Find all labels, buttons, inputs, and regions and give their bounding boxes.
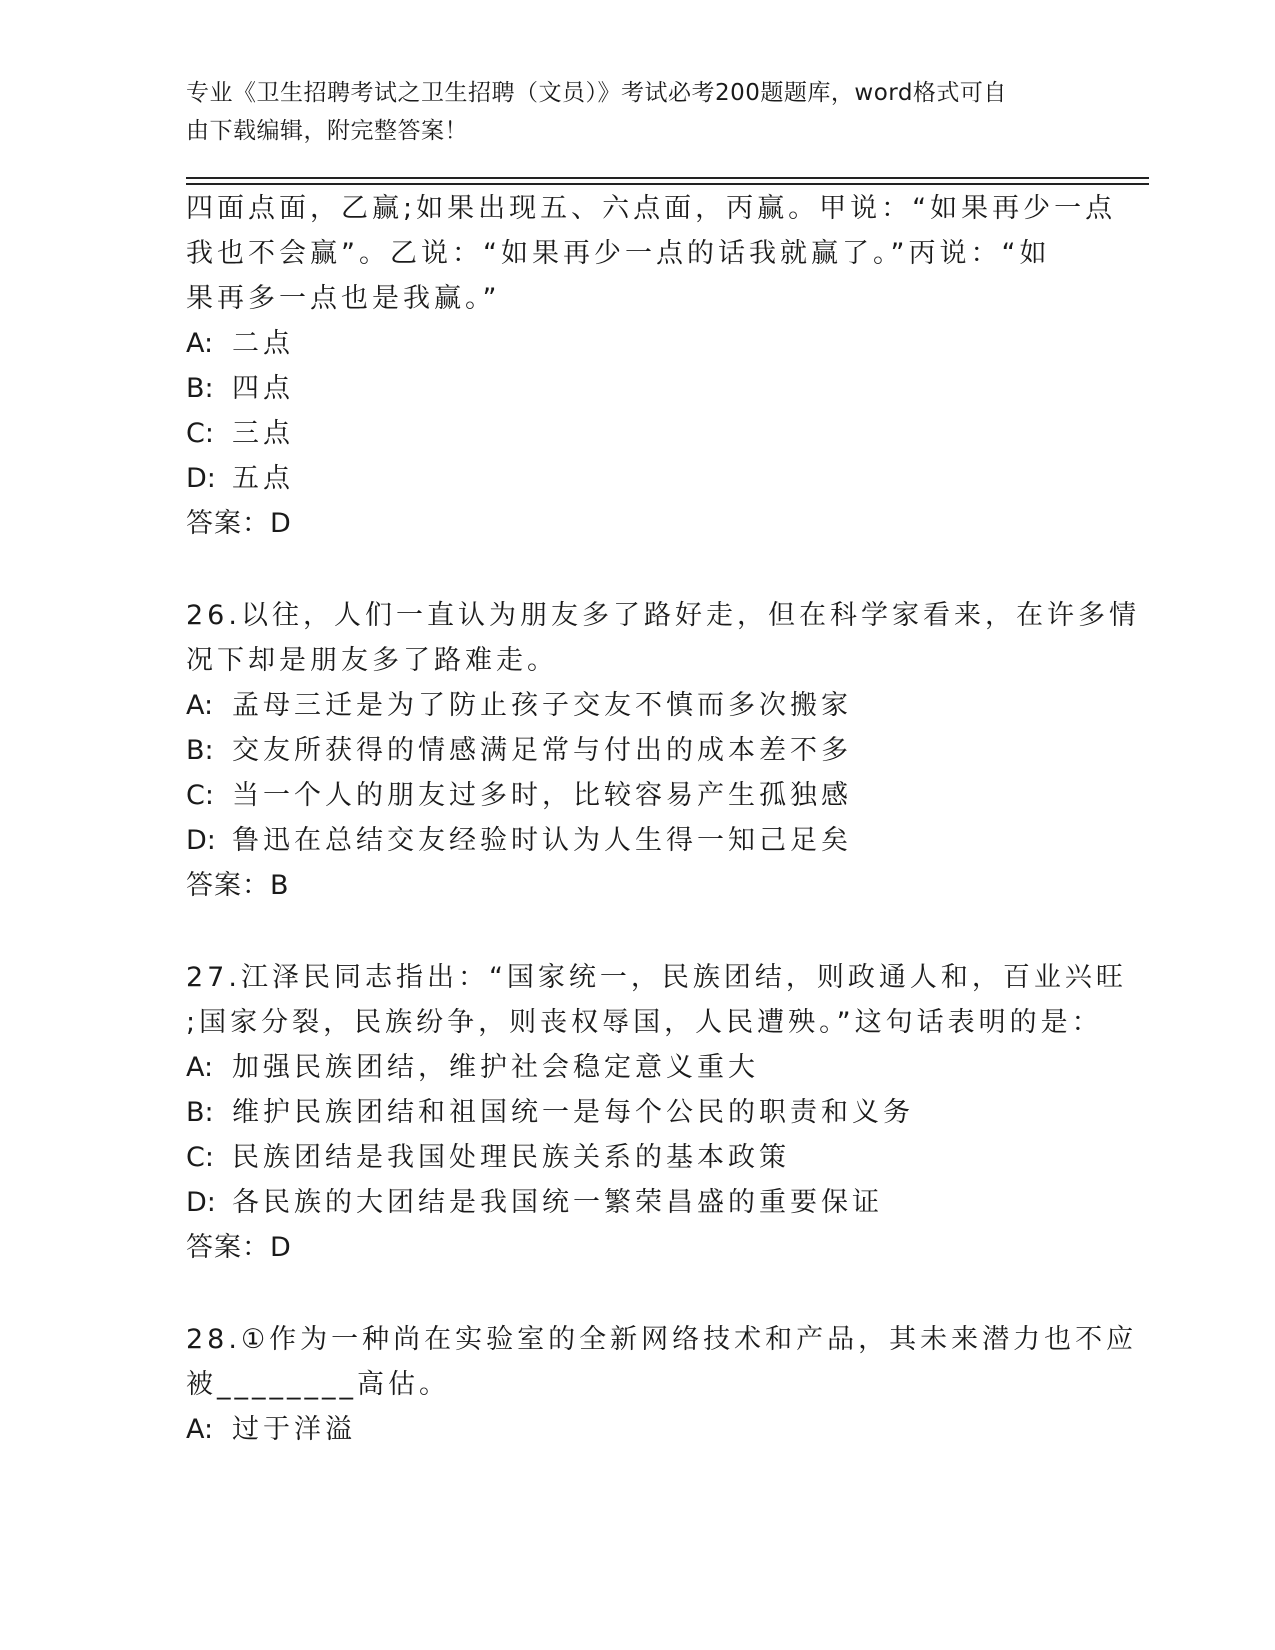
option-label: A:: [186, 328, 214, 359]
question-text-line: ;国家分裂，民族纷争，则丧权辱国，人民遭殃。”这句话表明的是：: [186, 1007, 1103, 1038]
question-27: [186, 955, 1127, 1270]
spacer: [186, 1270, 1086, 1317]
question-26: [186, 593, 1140, 908]
option-text: 民族团结是我国处理民族关系的基本政策: [232, 1142, 790, 1173]
option-c: [186, 411, 1086, 456]
question-text-line: 况下却是朋友多了路难走。: [186, 645, 558, 676]
question-text-line: 被________高估。: [186, 1369, 450, 1400]
option-label: D:: [186, 1187, 216, 1218]
spacer: [186, 546, 1086, 593]
option-text: 各民族的大团结是我国统一繁荣昌盛的重要保证: [232, 1187, 883, 1218]
option-a: [186, 1407, 1086, 1452]
option-label: C:: [186, 418, 214, 449]
option-a: [186, 1045, 1086, 1090]
option-text: 鲁迅在总结交友经验时认为人生得一知己足矣: [232, 825, 852, 856]
option-text: 孟母三迁是为了防止孩子交友不慎而多次搬家: [232, 690, 852, 721]
question-text-line: 四面点面，乙赢;如果出现五、六点面，丙赢。甲说：“如果再少一点: [186, 193, 1117, 224]
question-text-line: 28.①作为一种尚在实验室的全新网络技术和产品，其未来潜力也不应: [186, 1324, 1138, 1355]
option-label: A:: [186, 1052, 214, 1083]
header-line-1: 专业《卫生招聘考试之卫生招聘（文员）》考试必考200题题库，word格式可自: [186, 80, 1007, 106]
document-header: [186, 74, 1066, 150]
option-c: [186, 773, 1086, 818]
question-25: [186, 186, 1117, 546]
option-d: [186, 456, 1086, 501]
option-a: [186, 321, 1086, 366]
option-b: [186, 1090, 1086, 1135]
option-text: 加强民族团结，维护社会稳定意义重大: [232, 1052, 759, 1083]
option-text: 维护民族团结和祖国统一是每个公民的职责和义务: [232, 1097, 914, 1128]
option-text: 当一个人的朋友过多时，比较容易产生孤独感: [232, 780, 852, 811]
question-list: [186, 186, 1140, 1452]
option-d: [186, 818, 1086, 863]
option-label: C:: [186, 1142, 214, 1173]
option-a: [186, 683, 1086, 728]
option-label: B:: [186, 373, 214, 404]
option-label: A:: [186, 1414, 214, 1445]
header-divider-top: [186, 177, 1149, 179]
option-text: 交友所获得的情感满足常与付出的成本差不多: [232, 735, 852, 766]
question-text-line: 26.以往，人们一直认为朋友多了路好走，但在科学家看来，在许多情: [186, 600, 1140, 631]
option-text: 五点: [232, 463, 294, 494]
option-text: 四点: [232, 373, 294, 404]
answer-line: 答案：D: [186, 1232, 292, 1263]
question-text-line: 我也不会赢”。乙说：“如果再少一点的话我就赢了。”丙说：“如: [186, 238, 1051, 269]
option-c: [186, 1135, 1086, 1180]
option-label: A:: [186, 690, 214, 721]
answer-line: 答案：D: [186, 508, 292, 539]
header-divider-bottom: [186, 183, 1149, 185]
option-text: 三点: [232, 418, 294, 449]
spacer: [186, 908, 1086, 955]
answer-line: 答案：B: [186, 870, 290, 901]
option-label: D:: [186, 463, 216, 494]
question-text-line: 果再多一点也是我赢。”: [186, 283, 501, 314]
option-text: 二点: [232, 328, 294, 359]
option-b: [186, 366, 1086, 411]
option-label: D:: [186, 825, 216, 856]
option-label: C:: [186, 780, 214, 811]
option-d: [186, 1180, 1086, 1225]
option-label: B:: [186, 1097, 214, 1128]
header-line-2: 由下载编辑，附完整答案！: [186, 118, 468, 144]
option-label: B:: [186, 735, 214, 766]
question-28: [186, 1317, 1138, 1452]
question-text-line: 27.江泽民同志指出：“国家统一，民族团结，则政通人和，百业兴旺: [186, 962, 1127, 993]
option-text: 过于洋溢: [232, 1414, 356, 1445]
option-b: [186, 728, 1086, 773]
